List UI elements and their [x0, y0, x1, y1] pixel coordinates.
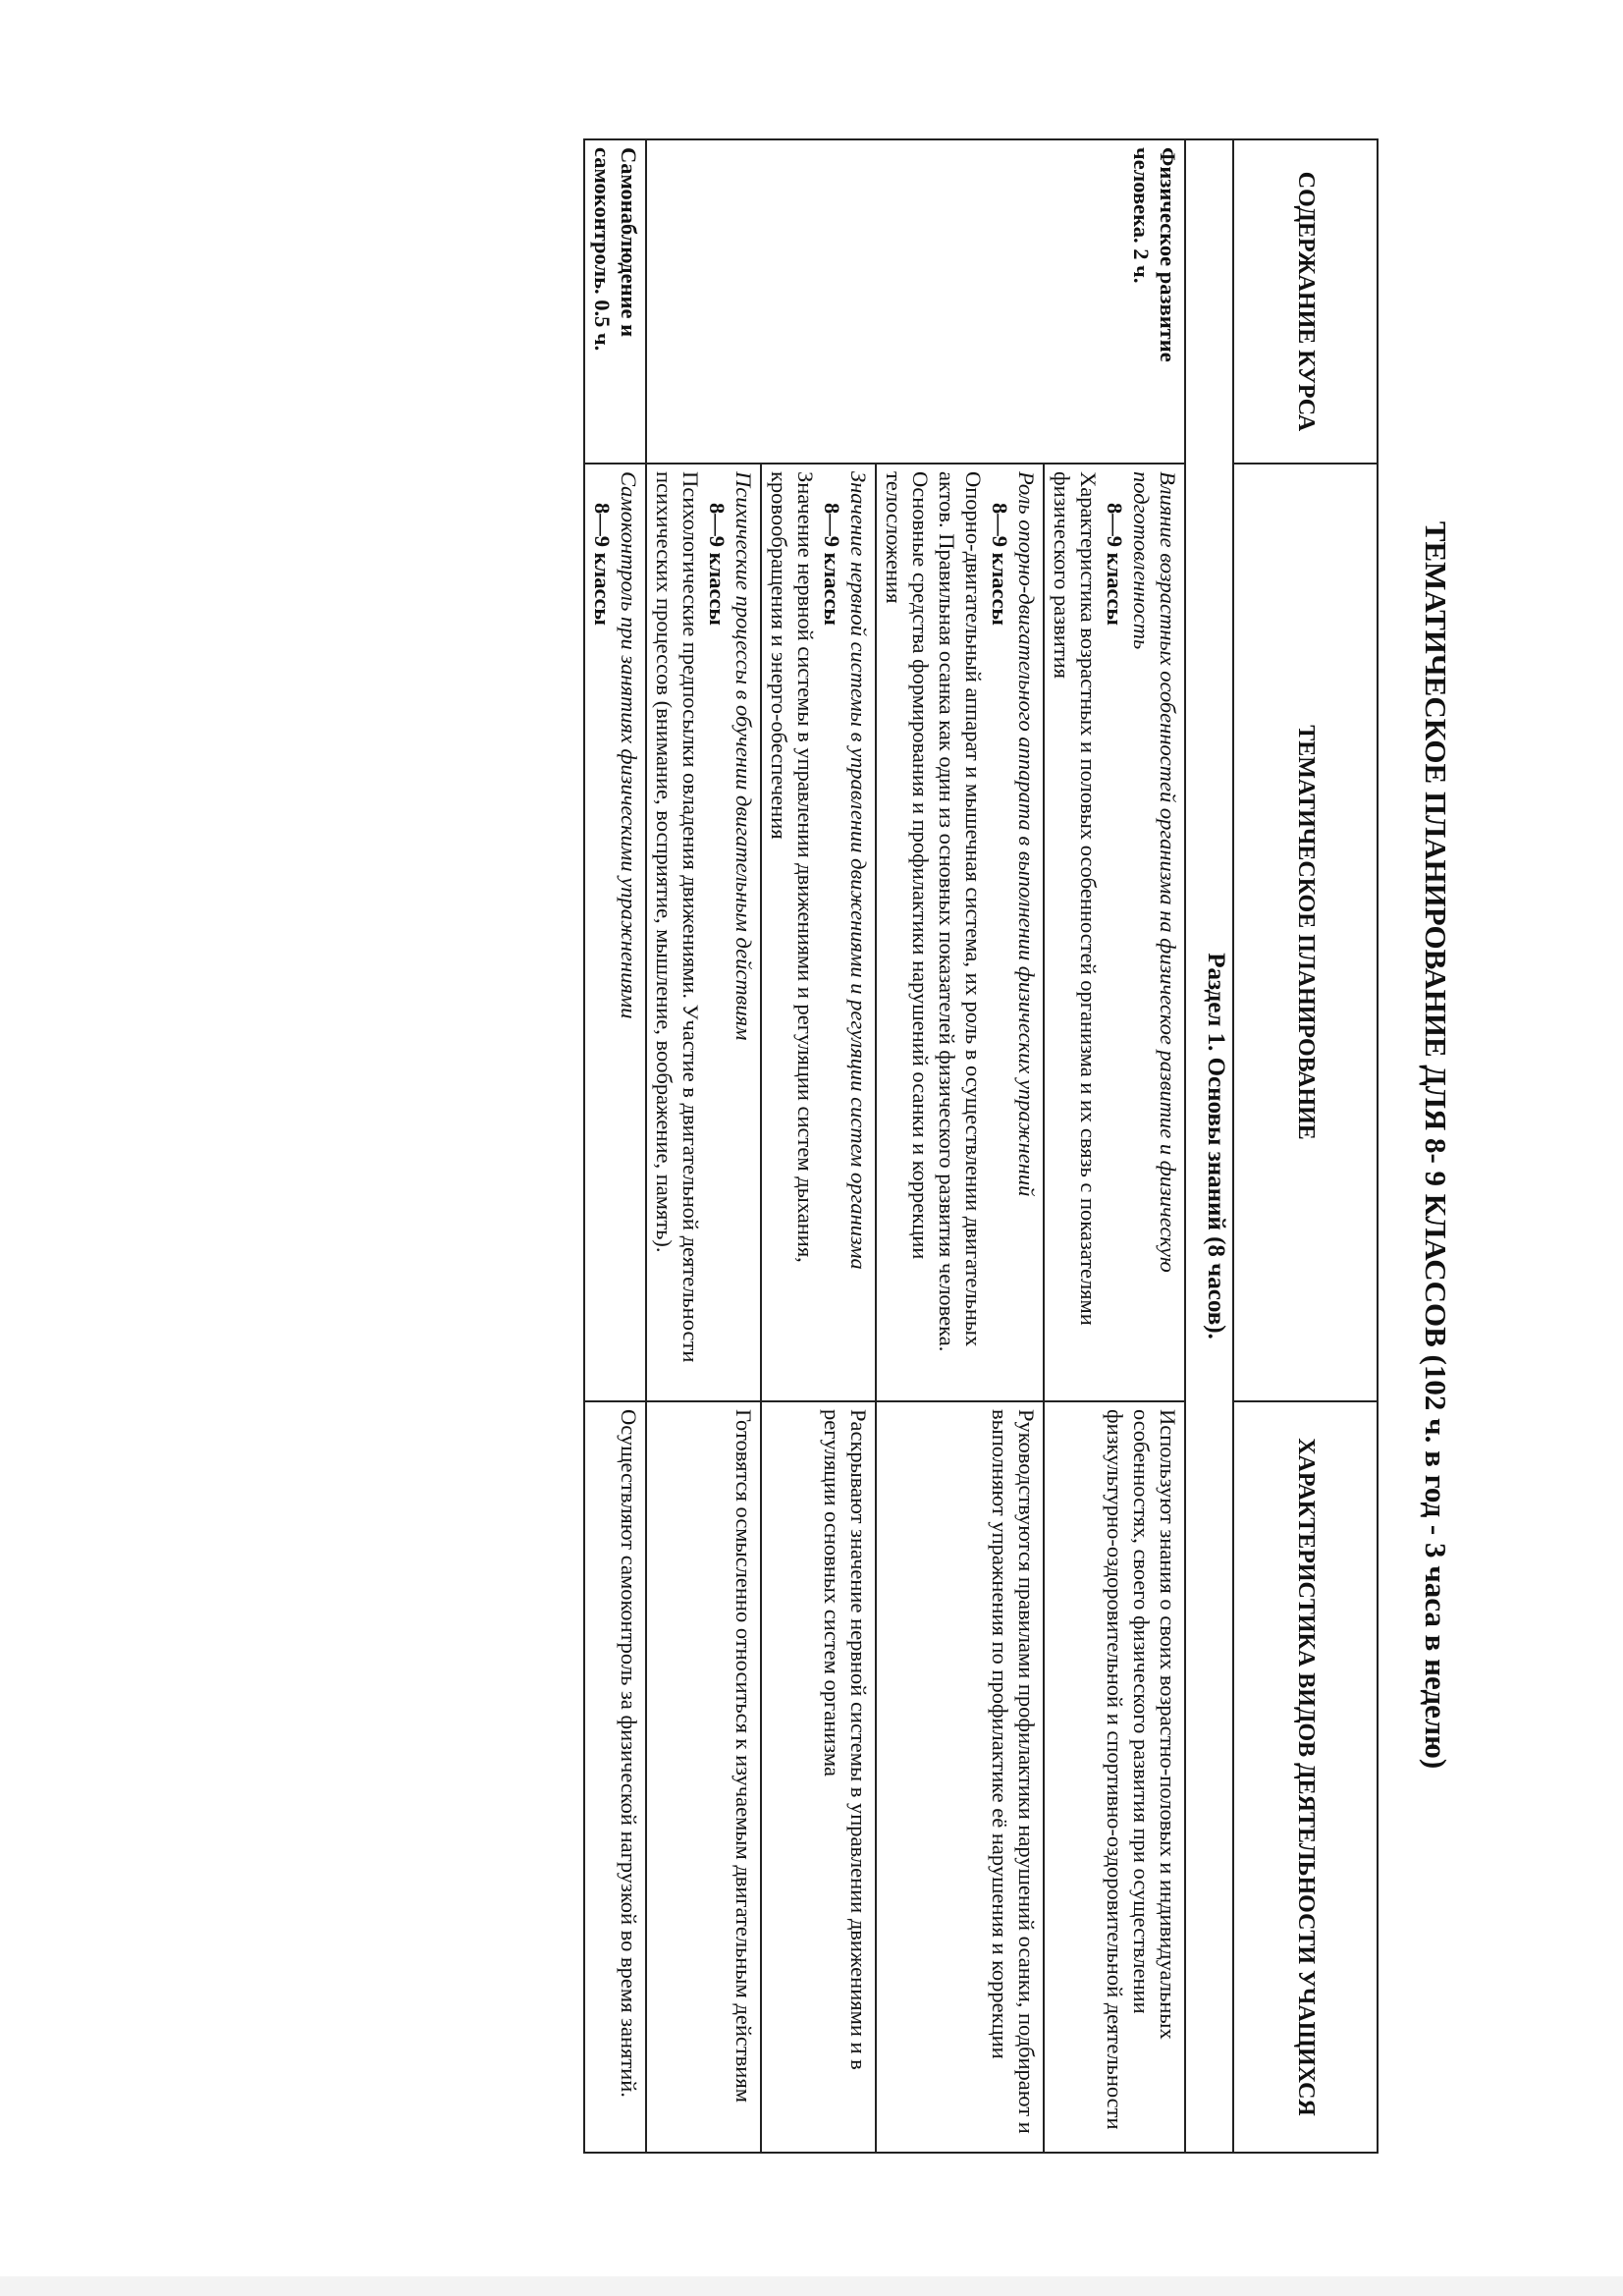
topic-grades: 8—9 классы: [820, 503, 844, 627]
topic-grades: 8—9 классы: [705, 503, 730, 627]
topic-cell: [761, 464, 876, 1401]
topic-cell: [584, 464, 646, 1401]
table-row: [584, 139, 646, 2153]
activity-cell: Руководствуются правилами профилактики нарушений осанки, подбирают и выполняют упражнения по профилактике её нарушения и коррекции: [876, 1401, 1044, 2153]
header-content: СОДЕРЖАНИЕ КУРСА: [1233, 139, 1378, 464]
table-header-row: [1233, 139, 1378, 2153]
topic-title: Роль опорно-двигательного аппарата в выполнении физических упражнений: [1014, 471, 1039, 1197]
table-row: [1044, 139, 1185, 2153]
scan-edge: [0, 2276, 1623, 2296]
topic-cell: [876, 464, 1044, 1401]
activity-cell: Готовятся осмысленно относиться к изучаемым двигательным действиям: [646, 1401, 761, 2153]
content-cell: Физическое развитие человека. 2 ч.: [646, 139, 1185, 464]
topic-title: Значение нервной системы в управлении движениями и регуляции систем организма: [846, 471, 871, 1270]
section-title: Раздел 1. Основы знаний (8 часов).: [1185, 139, 1233, 2153]
topic-grades: 8—9 классы: [988, 503, 1012, 627]
section-row: [1185, 139, 1233, 2153]
topic-text: Психологические предпосылки овладения движениями. Участие в двигательной деятельности психических процессов (внимание, восприятие, мышление, воображение, память).: [652, 471, 703, 1363]
topic-cell: [646, 464, 761, 1401]
topic-title: Влияние возрастных особенностей организма на физическое развитие и физическую подготовленность: [1129, 471, 1180, 1273]
planning-table: [583, 138, 1379, 2154]
topic-grades: 8—9 классы: [1103, 503, 1127, 627]
activity-cell: Осуществляют самоконтроль за физической нагрузкой во время занятий.: [584, 1401, 646, 2153]
activity-cell: Используют знания о своих возрастно-половых и индивидуальных особенностях, своего физического развития при осуществлении физкультурно-оздоровительной и спортивно-оздоровительной деятельности: [1044, 1401, 1185, 2153]
rotated-page: [295, 138, 1463, 2152]
topic-text: Значение нервной системы в управлении движениями и регуляции систем дыхания, кровообращения и энерго-обеспечения: [767, 471, 818, 1263]
topic-title: Самоконтроль при занятиях физическими упражнениями: [617, 471, 641, 1019]
topic-cell: [1044, 464, 1185, 1401]
activity-cell: Раскрывают значение нервной системы в управлении движениями и в регуляции основных систем организма: [761, 1401, 876, 2153]
page-title: ТЕМАТИЧЕСКОЕ ПЛАНИРОВАНИЕ ДЛЯ 8- 9 КЛАССОВ (102 ч. в год - 3 часа в неделю): [1419, 520, 1453, 1770]
topic-text: Характеристика возрастных и половых особенностей организма и их связь с показателями физического развития: [1050, 471, 1101, 1326]
topic-title: Психические процессы в обучении двигательным действиям: [731, 471, 756, 1041]
topic-text: Опорно-двигательный аппарат и мышечная система, их роль в осуществлении двигательных актов. Правильная осанка как один из основных показателей физического развития человека. Основные средства формирования и профилактики нарушений осанки и коррекции телосложения: [882, 471, 986, 1352]
header-planning: ТЕМАТИЧЕСКОЕ ПЛАНИРОВАНИЕ: [1233, 464, 1378, 1401]
content-cell: Самонаблюдение и самоконтроль. 0.5 ч.: [584, 139, 646, 464]
header-activity: ХАРАКТЕРИСТИКА ВИДОВ ДЕЯТЕЛЬНОСТИ УЧАЩИХСЯ: [1233, 1401, 1378, 2153]
topic-grades: 8—9 классы: [590, 503, 615, 627]
